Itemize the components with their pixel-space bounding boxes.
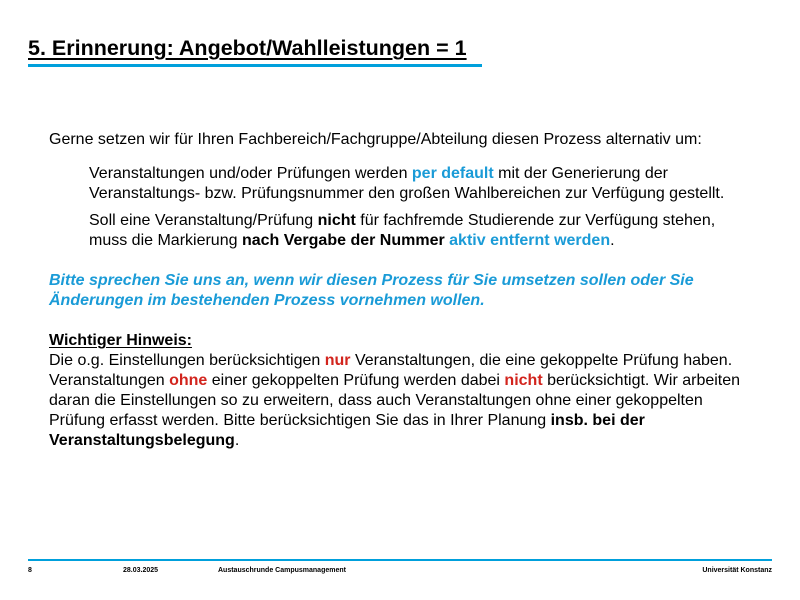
intro-paragraph: Gerne setzen wir für Ihren Fachbereich/Fachgruppe/Abteilung diesen Prozess alternativ um: — [49, 131, 702, 148]
hint-text-i: . — [234, 432, 240, 449]
page-number: 8 — [28, 567, 32, 574]
point1-highlight-default: per default — [411, 165, 494, 182]
point2-emphasis-nach-vergabe: nach Vergabe der Nummer — [241, 232, 445, 249]
point2-emphasis-nicht: nicht — [317, 212, 356, 229]
important-note-heading: Wichtiger Hinweis: — [49, 332, 192, 349]
hint-text-e: einer gekoppelten Prüfung werden dabei — [207, 372, 505, 389]
hint-text-c: Veranstaltungen, die eine gekoppelte Prüfung haben. Veranstaltungen — [49, 352, 733, 389]
process-points — [89, 164, 749, 251]
hint-red-nicht: nicht — [504, 372, 543, 389]
title-accent-rule — [28, 64, 482, 67]
point-default-release — [89, 164, 749, 204]
point1-text-a: Veranstaltungen und/oder Prüfungen werden — [89, 165, 412, 182]
footer-date: 28.03.2025 — [123, 567, 159, 574]
hint-red-ohne: ohne — [169, 372, 208, 389]
hint-text-a: Die o.g. Einstellungen berücksichtigen — [49, 352, 325, 369]
footer-event-name: Austauschrunde Campusmanagement — [218, 567, 346, 574]
hint-red-nur: nur — [324, 352, 351, 369]
point2-highlight-aktiv-entfernt: aktiv entfernt werden — [449, 232, 611, 249]
point2-text-g: . — [610, 232, 615, 249]
footer-organization: Universität Konstanz — [702, 567, 772, 574]
point-remove-marking — [89, 211, 749, 251]
slide-title: 5. Erinnerung: Angebot/Wahlleistungen = 1 — [28, 36, 467, 60]
footer-rule — [28, 559, 772, 561]
point1-text-c: mit der Generierung der Veranstaltungs- bzw. Prüfungsnummer den großen Wahlbereichen zur Verfügung gestellt. — [89, 165, 725, 202]
contact-callout: Bitte sprechen Sie uns an, wenn wir diesen Prozess für Sie umsetzen sollen oder Sie Änderungen im bestehenden Prozess vornehmen wollen. — [49, 272, 694, 309]
point2-text-c: für fachfremde Studierende zur Verfügung stehen, muss die Markierung — [89, 212, 716, 249]
hint-emphasis-belegung: insb. bei der Veranstaltungsbelegung — [49, 412, 645, 449]
important-note-body — [49, 351, 749, 451]
slide-body — [49, 130, 749, 451]
hint-text-g: berücksichtigt. Wir arbeiten daran die Einstellungen so zu erweitern, dass auch Veranstaltungen ohne einer gekoppelten Prüfung erfasst werden. Bitte berücksichtigen Sie das in Ihrer Planung — [49, 372, 741, 429]
point2-text-a: Soll eine Veranstaltung/Prüfung — [89, 212, 318, 229]
